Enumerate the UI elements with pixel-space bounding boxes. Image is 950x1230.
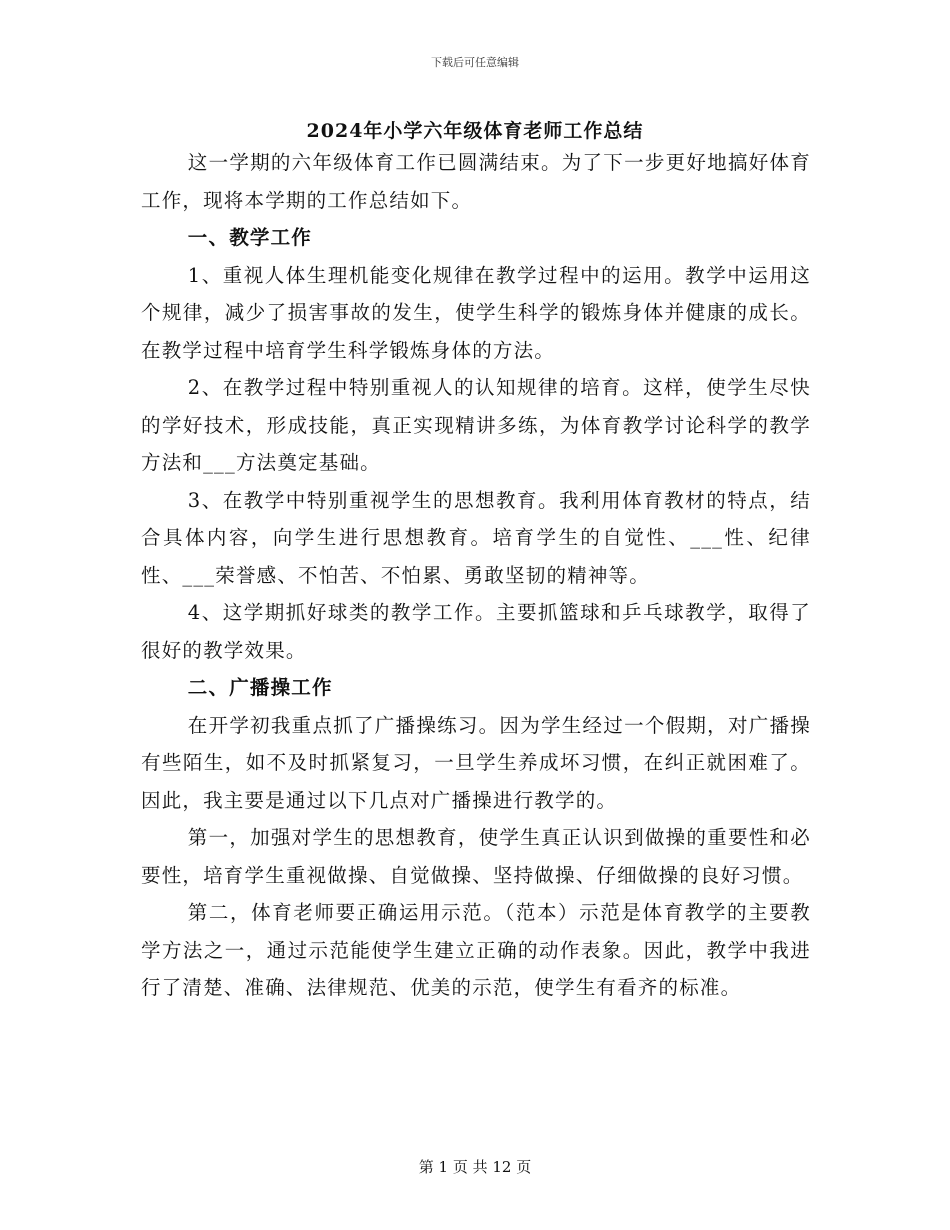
- page-header-note: 下载后可任意编辑: [431, 56, 519, 69]
- document-body: [141, 144, 811, 1007]
- document-title: 2024年小学六年级体育老师工作总结: [306, 120, 644, 142]
- body-paragraph: 第一，加强对学生的思想教育，使学生真正认识到做操的重要性和必要性，培育学生重视做操、自觉做操、坚持做操、仔细做操的良好习惯。: [141, 826, 811, 887]
- body-paragraph: 1、重视人体生理机能变化规律在教学过程中的运用。教学中运用这个规律，减少了损害事故的发生，使学生科学的锻炼身体并健康的成长。在教学过程中培育学生科学锻炼身体的方法。: [141, 263, 811, 362]
- section-heading-teaching: 一、教学工作: [187, 226, 312, 249]
- section-heading-exercise: 二、广播操工作: [187, 676, 333, 699]
- body-paragraph: 4、这学期抓好球类的教学工作。主要抓篮球和乒乓球教学，取得了很好的教学效果。: [141, 601, 811, 662]
- body-paragraph: 3、在教学中特别重视学生的思想教育。我利用体育教材的特点，结合具体内容，向学生进行思想教育。培育学生的自觉性、___性、纪律性、___荣誉感、不怕苦、不怕累、勇敢坚韧的精神等。: [141, 488, 811, 587]
- intro-paragraph: 这一学期的六年级体育工作已圆满结束。为了下一步更好地搞好体育工作，现将本学期的工作总结如下。: [141, 151, 811, 212]
- body-paragraph: 2、在教学过程中特别重视人的认知规律的培育。这样，使学生尽快的学好技术，形成技能，真正实现精讲多练，为体育教学讨论科学的教学方法和___方法奠定基础。: [141, 376, 811, 474]
- body-paragraph: 第二，体育老师要正确运用示范。（范本）示范是体育教学的主要教学方法之一，通过示范能使学生建立正确的动作表象。因此，教学中我进行了清楚、准确、法律规范、优美的示范，使学生有看齐的标准。: [141, 901, 811, 999]
- body-paragraph: 在开学初我重点抓了广播操练习。因为学生经过一个假期，对广播操有些陌生，如不及时抓紧复习，一旦学生养成坏习惯，在纠正就困难了。因此，我主要是通过以下几点对广播操进行教学的。: [141, 713, 811, 812]
- page-number-footer: 第 1 页 共 12 页: [418, 1158, 532, 1176]
